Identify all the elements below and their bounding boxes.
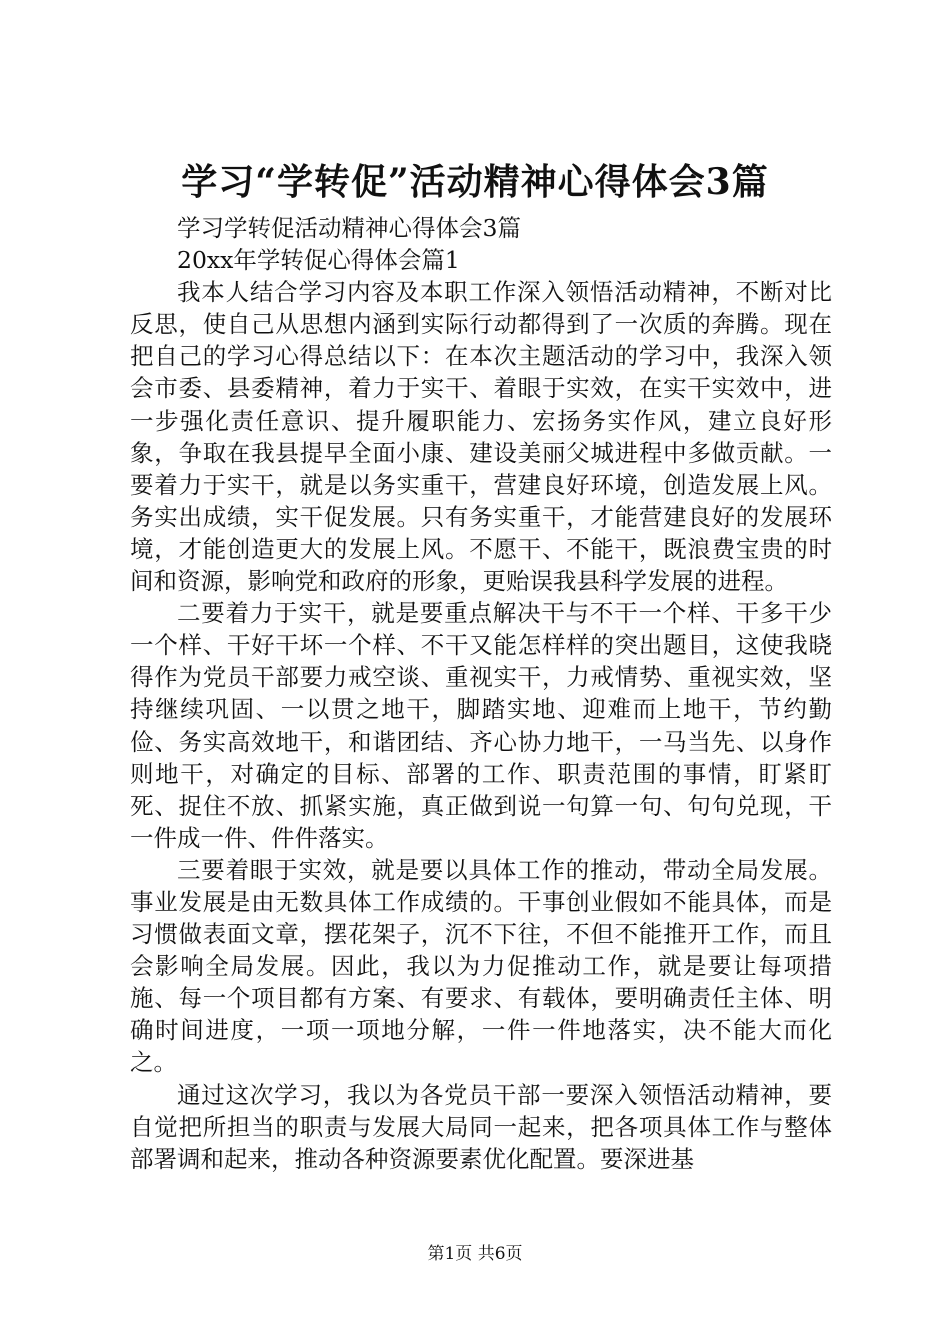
body-paragraph: 二要着力于实干，就是要重点解决干与不干一个样、干多干少一个样、干好干坏一个样、不干又能怎样样的突出题目，这使我晓得作为党员干部要力戒空谈、重视实干，力戒情势、重视实效，坚持继续巩固、一以贯之地干，脚踏实地、迎难而上地干，节约勤俭、务实高效地干，和谐团结、齐心协力地干，一马当先、以身作则地干，对确定的目标、部署的工作、职责范围的事情，盯紧盯死、捉住不放、抓紧实施，真正做到说一句算一句、句句兑现，干一件成一件、件件落实。	[130, 599, 832, 852]
page-number-footer: 第1页 共6页	[427, 1244, 523, 1264]
subtitle-line: 学习学转促活动精神心得体会3篇	[177, 214, 521, 242]
body-paragraph: 三要着眼于实效，就是要以具体工作的推动，带动全局发展。事业发展是由无数具体工作成绩的。干事创业假如不能具体，而是习惯做表面文章，摆花架子，沉不下往，不但不能推开工作，而且会影响全局发展。因此，我以为力促推动工作，就是要让每项措施、每一个项目都有方案、有要求、有载体，要明确责任主体、明确时间进度，一项一项地分解，一件一件地落实，决不能大而化之。	[130, 855, 832, 1077]
section-heading: 20xx年学转促心得体会篇1	[177, 246, 460, 275]
document-body	[130, 212, 832, 1175]
body-paragraph: 我本人结合学习内容及本职工作深入领悟活动精神，不断对比反思，使自己从思想内涵到实际行动都得到了一次质的奔腾。现在把自己的学习心得总结以下：在本次主题活动的学习中，我深入领会市委、县委精神，着力于实干、着眼于实效，在实干实效中，进一步强化责任意识、提升履职能力、宏扬务实作风，建立良好形象，争取在我县提早全面小康、建设美丽父城进程中多做贡献。一要着力于实干，就是以务实重干，营建良好环境，创造发展上风。务实出成绩，实干促发展。只有务实重干，才能营建良好的发展环境，才能创造更大的发展上风。不愿干、不能干，既浪费宝贵的时间和资源，影响党和政府的形象，更贻误我县科学发展的进程。	[130, 278, 832, 596]
document-title: 学习“学转促”活动精神心得体会3篇	[181, 161, 769, 203]
body-paragraph: 通过这次学习，我以为各党员干部一要深入领悟活动精神，要自觉把所担当的职责与发展大局同一起来，把各项具体工作与整体部署调和起来，推动各种资源要素优化配置。要深进基	[130, 1080, 832, 1173]
